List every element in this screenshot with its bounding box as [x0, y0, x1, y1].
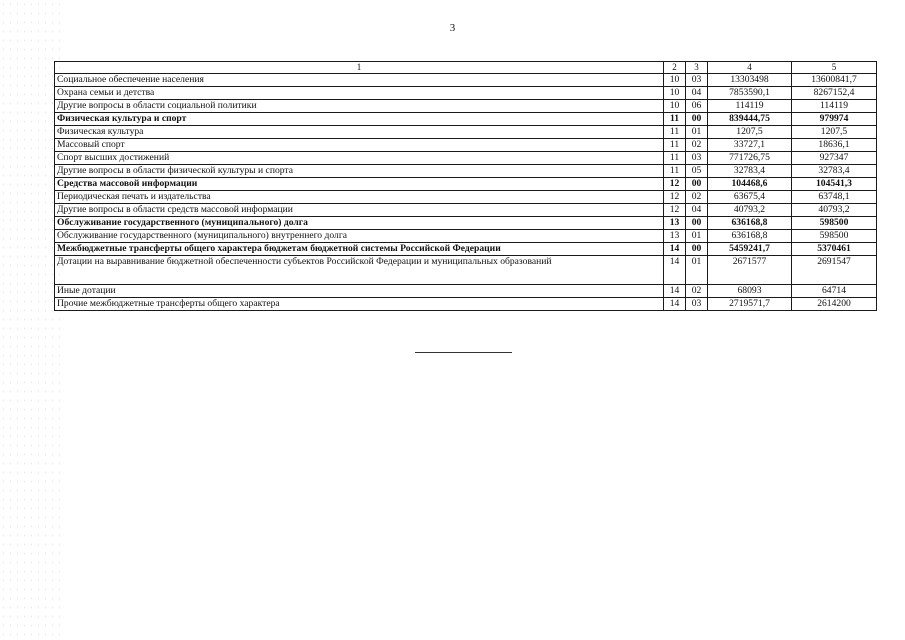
row-section-cell: 10	[664, 74, 686, 87]
row-value-b-cell: 18636,1	[792, 139, 877, 152]
row-section-cell: 12	[664, 191, 686, 204]
row-subsection-cell: 03	[686, 152, 708, 165]
row-value-a-cell: 104468,6	[708, 178, 792, 191]
row-subsection-cell: 03	[686, 74, 708, 87]
row-subsection-cell: 00	[686, 113, 708, 126]
row-section-cell: 11	[664, 126, 686, 139]
column-header-name: 1	[55, 62, 664, 74]
row-value-a-cell: 68093	[708, 285, 792, 298]
scan-noise	[0, 0, 60, 640]
row-section-cell: 11	[664, 165, 686, 178]
table-row	[55, 126, 877, 139]
row-value-a-cell: 636168,8	[708, 230, 792, 243]
row-value-a-cell: 40793,2	[708, 204, 792, 217]
row-value-a-cell: 1207,5	[708, 126, 792, 139]
row-name-cell: Обслуживание государственного (муниципального) внутреннего долга	[55, 230, 664, 243]
column-header-value-b: 5	[792, 62, 877, 74]
table-row	[55, 113, 877, 126]
column-header-subsection: 3	[686, 62, 708, 74]
row-name-cell: Дотации на выравнивание бюджетной обеспеченности субъектов Российской Федерации и муниципальных образований	[55, 256, 664, 285]
row-value-b-cell: 2691547	[792, 256, 877, 285]
row-subsection-cell: 00	[686, 217, 708, 230]
row-name-cell: Другие вопросы в области средств массовой информации	[55, 204, 664, 217]
table-row	[55, 204, 877, 217]
budget-table	[54, 61, 877, 311]
table-row	[55, 285, 877, 298]
row-value-a-cell: 63675,4	[708, 191, 792, 204]
row-value-b-cell: 64714	[792, 285, 877, 298]
row-section-cell: 14	[664, 243, 686, 256]
row-name-cell: Другие вопросы в области социальной политики	[55, 100, 664, 113]
row-name-cell: Обслуживание государственного (муниципального) долга	[55, 217, 664, 230]
table-row	[55, 165, 877, 178]
row-value-b-cell: 104541,3	[792, 178, 877, 191]
row-value-a-cell: 7853590,1	[708, 87, 792, 100]
row-name-cell: Массовый спорт	[55, 139, 664, 152]
table-row	[55, 152, 877, 165]
row-subsection-cell: 01	[686, 126, 708, 139]
row-section-cell: 14	[664, 256, 686, 285]
row-subsection-cell: 02	[686, 285, 708, 298]
row-name-cell: Спорт высших достижений	[55, 152, 664, 165]
row-name-cell: Физическая культура	[55, 126, 664, 139]
row-value-a-cell: 771726,75	[708, 152, 792, 165]
row-section-cell: 10	[664, 100, 686, 113]
row-section-cell: 11	[664, 152, 686, 165]
row-subsection-cell: 06	[686, 100, 708, 113]
table-row	[55, 217, 877, 230]
row-subsection-cell: 00	[686, 243, 708, 256]
row-value-b-cell: 114119	[792, 100, 877, 113]
row-name-cell: Другие вопросы в области физической культуры и спорта	[55, 165, 664, 178]
separator-line	[415, 352, 512, 353]
row-section-cell: 13	[664, 217, 686, 230]
table-row	[55, 178, 877, 191]
row-subsection-cell: 00	[686, 178, 708, 191]
row-value-a-cell: 114119	[708, 100, 792, 113]
row-name-cell: Прочие межбюджетные трансферты общего характера	[55, 298, 664, 311]
row-value-a-cell: 13303498	[708, 74, 792, 87]
row-section-cell: 13	[664, 230, 686, 243]
row-value-a-cell: 2719571,7	[708, 298, 792, 311]
row-value-b-cell: 598500	[792, 230, 877, 243]
row-value-b-cell: 5370461	[792, 243, 877, 256]
row-value-a-cell: 5459241,7	[708, 243, 792, 256]
row-name-cell: Физическая культура и спорт	[55, 113, 664, 126]
row-value-b-cell: 40793,2	[792, 204, 877, 217]
row-name-cell: Периодическая печать и издательства	[55, 191, 664, 204]
row-name-cell: Межбюджетные трансферты общего характера бюджетам бюджетной системы Российской Федерации	[55, 243, 664, 256]
table-body	[55, 74, 877, 311]
row-value-a-cell: 32783,4	[708, 165, 792, 178]
row-subsection-cell: 03	[686, 298, 708, 311]
column-header-value-a: 4	[708, 62, 792, 74]
row-value-b-cell: 8267152,4	[792, 87, 877, 100]
row-value-a-cell: 33727,1	[708, 139, 792, 152]
row-value-b-cell: 2614200	[792, 298, 877, 311]
row-value-b-cell: 979974	[792, 113, 877, 126]
column-header-section: 2	[664, 62, 686, 74]
table-row	[55, 230, 877, 243]
table-row	[55, 243, 877, 256]
table-row	[55, 191, 877, 204]
row-subsection-cell: 02	[686, 191, 708, 204]
row-section-cell: 14	[664, 285, 686, 298]
row-subsection-cell: 01	[686, 230, 708, 243]
table-header-row	[55, 62, 877, 74]
row-value-a-cell: 2671577	[708, 256, 792, 285]
row-subsection-cell: 02	[686, 139, 708, 152]
row-value-b-cell: 63748,1	[792, 191, 877, 204]
row-name-cell: Охрана семьи и детства	[55, 87, 664, 100]
row-section-cell: 14	[664, 298, 686, 311]
row-value-a-cell: 636168,8	[708, 217, 792, 230]
row-section-cell: 11	[664, 113, 686, 126]
row-section-cell: 12	[664, 204, 686, 217]
table-row	[55, 87, 877, 100]
table-row	[55, 139, 877, 152]
row-value-b-cell: 1207,5	[792, 126, 877, 139]
row-value-a-cell: 839444,75	[708, 113, 792, 126]
row-name-cell: Иные дотации	[55, 285, 664, 298]
row-value-b-cell: 32783,4	[792, 165, 877, 178]
row-subsection-cell: 05	[686, 165, 708, 178]
row-section-cell: 10	[664, 87, 686, 100]
row-value-b-cell: 598500	[792, 217, 877, 230]
table-row	[55, 100, 877, 113]
page-number: 3	[449, 22, 456, 34]
row-subsection-cell: 01	[686, 256, 708, 285]
row-subsection-cell: 04	[686, 204, 708, 217]
row-value-b-cell: 927347	[792, 152, 877, 165]
row-subsection-cell: 04	[686, 87, 708, 100]
row-section-cell: 12	[664, 178, 686, 191]
row-value-b-cell: 13600841,7	[792, 74, 877, 87]
table-row	[55, 74, 877, 87]
row-name-cell: Социальное обеспечение населения	[55, 74, 664, 87]
table-row	[55, 256, 877, 285]
row-name-cell: Средства массовой информации	[55, 178, 664, 191]
table-row	[55, 298, 877, 311]
row-section-cell: 11	[664, 139, 686, 152]
